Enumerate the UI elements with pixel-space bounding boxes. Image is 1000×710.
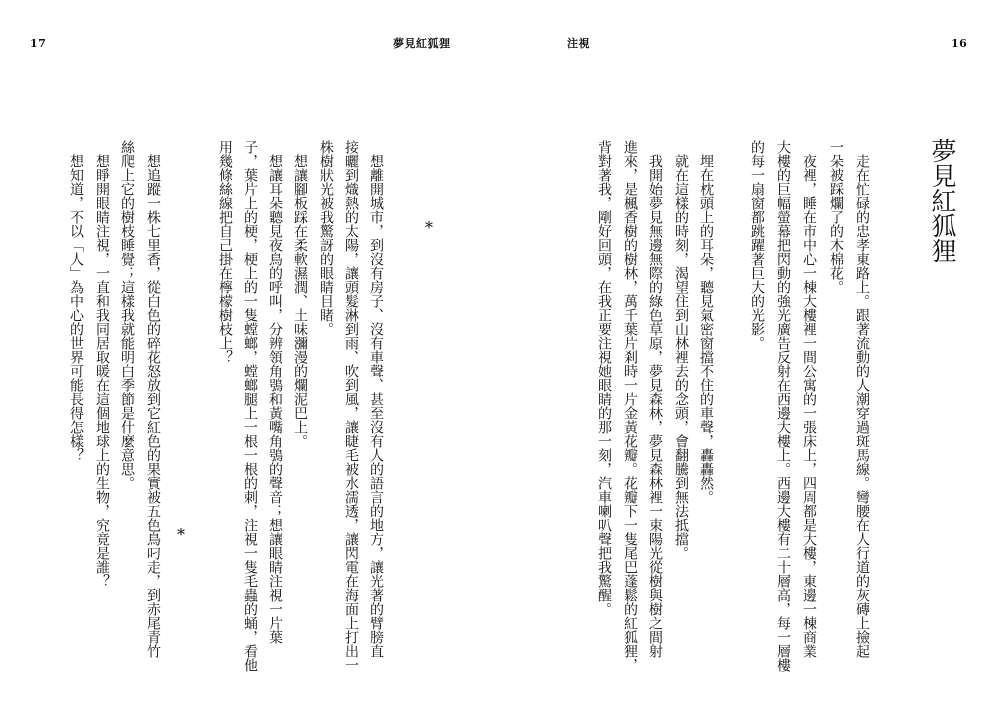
section-break-mark: *	[177, 525, 185, 544]
text-column: 想離開城市，到沒有房子、沒有車聲、甚至沒有人的語言的地方，讓光著的臂膀直	[368, 154, 384, 658]
right-page-number: 16	[951, 37, 968, 50]
text-column: 用幾條絲線把自己掛在檸檬樹枝上？	[217, 140, 233, 364]
text-column: 株樹狀光被我驚訝的眼睛目睹。	[318, 140, 334, 336]
text-column: 背對著我，剛好回頭，在我正要注視她眼睛的那一刻，汽車喇叭聲把我驚醒。	[596, 140, 612, 616]
text-column: 想知道，不以「人」為中心的世界可能長得怎樣？	[68, 154, 84, 462]
left-running-title: 夢見紅狐狸	[393, 37, 451, 50]
text-column: 埋在枕頭上的耳朵，聽見氣密窗擋不住的車聲，轟轟然。	[698, 154, 714, 504]
left-page-number: 17	[30, 37, 47, 50]
text-column: 想讓耳朵聽見夜鳥的呼叫，分辨領角鴞和黃嘴角鴞的聲音；想讓眼睛注視一片葉	[267, 154, 283, 644]
text-column: 一朵被踩爛了的木棉花。	[828, 140, 844, 294]
right-running-title: 注視	[567, 37, 590, 50]
text-column: 想讓腳板踩在柔軟濕潤、土味瀰漫的爛泥巴上。	[292, 154, 308, 448]
text-column: 夜裡，睡在市中心一棟大樓裡一間公寓的一張床上，四周都是大樓，東邊一棟商業	[801, 154, 817, 658]
text-column: 大樓的巨幅螢幕把閃動的強光廣告反射在西邊大樓上。西邊大樓有二十層高，每一層樓	[775, 140, 791, 672]
text-column: 接曬到熾熱的太陽，讓頭髮淋到雨、吹到風，讓睫毛被水濡透，讓閃電在海面上打出一	[343, 140, 359, 672]
text-column: 絲爬上它的樹枝睡覺；這樣我就能明白季節是什麼意思。	[119, 140, 135, 490]
text-column: 走在忙碌的忠孝東路上。跟著流動的人潮穿過斑馬線。彎腰在人行道的灰磚上撿起	[854, 154, 870, 658]
section-break-mark: *	[425, 218, 433, 237]
chapter-title: 夢見紅狐狸	[928, 138, 957, 263]
text-column: 想睜開眼睛注視，一直和我同居取暖在這個地球上的生物，究竟是誰？	[94, 154, 110, 588]
text-column: 就在這樣的時刻，渴望住到山林裡去的念頭，會翻騰到無法抵擋。	[673, 154, 689, 560]
text-column: 的每一扇窗都跳躍著巨大的光影。	[749, 140, 765, 350]
text-column: 子，葉片上的梗，梗上的一隻螳螂，螳螂腿上一根一根的刺，注視一隻毛蟲的蛹，看他	[242, 140, 258, 672]
text-column: 我開始夢見無邊無際的綠色草原，夢見森林，夢見森林裡一束陽光從樹與樹之間射	[647, 154, 663, 658]
text-column: 進來，是楓香樹的樹林，萬千葉片剎時一片金黃花瓣。花瓣下一隻尾巴蓬鬆的紅狐狸，	[622, 140, 638, 672]
text-column: 想追蹤一株七里香，從白色的碎花怒放到它紅色的果實被五色鳥叼走，到赤尾青竹	[145, 154, 161, 658]
right-page	[500, 0, 1000, 710]
